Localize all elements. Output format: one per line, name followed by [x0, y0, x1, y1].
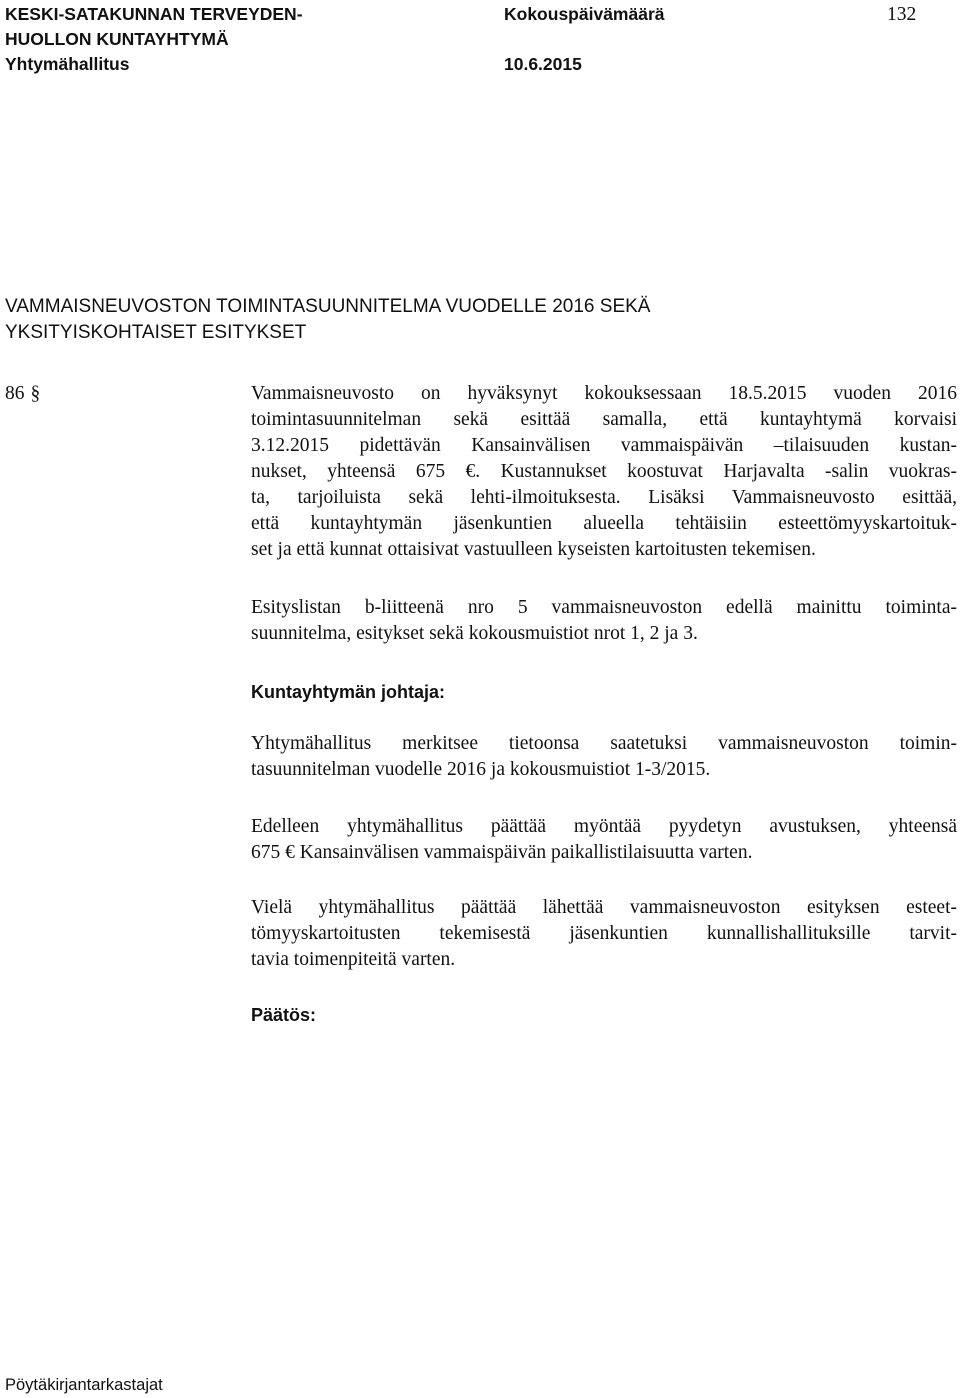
footer-label: Pöytäkirjantarkastajat: [5, 1376, 163, 1394]
header-date: [504, 2, 665, 77]
paragraph-line: 3.12.2015 pidettävän Kansainvälisen vammaispäivän –tilaisuuden kustan-: [251, 435, 957, 456]
paragraph-line: nukset, yhteensä 675 €. Kustannukset koostuvat Harjavalta -salin vuokras-: [251, 461, 957, 482]
paragraph-line: tavia toimenpiteitä varten.: [251, 949, 456, 970]
date-value: 10.6.2015: [504, 54, 582, 74]
section-number-value: 86: [5, 383, 25, 404]
paragraph-line: tömyyskartoitusten tekemisestä jäsenkuntien kunnallishallituksille tarvit-: [251, 923, 957, 944]
paragraph-line: Vammaisneuvosto on hyväksynyt kokouksessaan 18.5.2015 vuoden 2016: [251, 383, 957, 404]
date-label: Kokouspäivämäärä: [504, 4, 665, 24]
paragraph-line: toimintasuunnitelman sekä esittää samalla, että kuntayhtymä korvaisi: [251, 409, 957, 430]
heading-director: Kuntayhtymän johtaja:: [251, 682, 446, 702]
org-name-line1: KESKI-SATAKUNNAN TERVEYDEN-: [5, 4, 303, 24]
heading-decision: Päätös:: [251, 1005, 317, 1025]
header-organization: [5, 2, 303, 77]
paragraph-5: [251, 895, 957, 973]
paragraph-line: että kuntayhtymän jäsenkuntien alueella tehtäisiin esteettömyyskartoituk-: [251, 513, 957, 534]
paragraph-line: set ja että kunnat ottaisivat vastuulleen kyseisten kartoitusten tekemisen.: [251, 539, 816, 560]
document-title: [5, 294, 945, 346]
paragraph-line: 675 € Kansainvälisen vammaispäivän paikallistilaisuutta varten.: [251, 842, 753, 863]
paragraph-line: Edelleen yhtymähallitus päättää myöntää pyydetyn avustuksen, yhteensä: [251, 816, 957, 837]
paragraph-line: ta, tarjoiluista sekä lehti-ilmoituksesta. Lisäksi Vammaisneuvosto esittää,: [251, 487, 957, 508]
paragraph-1: [251, 381, 957, 563]
paragraph-3: [251, 731, 957, 783]
paragraph-4: [251, 814, 957, 866]
section-number: [5, 381, 40, 407]
section-symbol: §: [30, 383, 41, 404]
org-name-line2: HUOLLON KUNTAYHTYMÄ: [5, 29, 229, 49]
paragraph-line: tasuunnitelman vuodelle 2016 ja kokousmuistiot 1-3/2015.: [251, 759, 711, 780]
paragraph-line: Esityslistan b-liitteenä nro 5 vammaisneuvoston edellä mainittu toiminta-: [251, 597, 957, 618]
title-line1: VAMMAISNEUVOSTON TOIMINTASUUNNITELMA VUODELLE 2016 SEKÄ: [5, 296, 651, 317]
paragraph-2: [251, 595, 957, 647]
title-line2: YKSITYISKOHTAISET ESITYKSET: [5, 322, 307, 343]
paragraph-line: Vielä yhtymähallitus päättää lähettää vammaisneuvoston esityksen esteet-: [251, 897, 957, 918]
org-body: Yhtymähallitus: [5, 54, 130, 74]
page-number: 132: [887, 4, 917, 25]
paragraph-line: suunnitelma, esitykset sekä kokousmuistiot nrot 1, 2 ja 3.: [251, 623, 698, 644]
paragraph-line: Yhtymähallitus merkitsee tietoonsa saatetuksi vammaisneuvoston toimin-: [251, 733, 957, 754]
